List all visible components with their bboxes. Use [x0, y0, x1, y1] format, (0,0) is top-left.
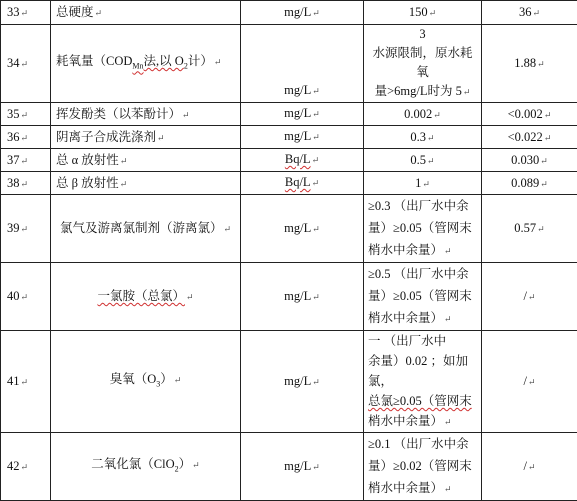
- indicator-name: 二氧化氯（ClO$_2$）↵: [51, 433, 241, 501]
- limit-cell: 3 水源限制，原水耗氧 量>6mg/L时为 5↵: [364, 25, 482, 103]
- measured-value: /↵: [482, 433, 577, 501]
- row-number: 41↵: [1, 331, 51, 433]
- limit-cell: 0.5↵: [364, 149, 482, 172]
- unit-cell: mg/L↵: [241, 433, 364, 501]
- row-number: 36↵: [1, 126, 51, 149]
- table-row: [1, 1, 577, 25]
- unit-cell: mg/L↵: [241, 263, 364, 331]
- limit-cell: 150↵: [364, 1, 482, 25]
- unit-cell: mg/L↵: [241, 1, 364, 25]
- unit-cell: mg/L↵: [241, 25, 364, 103]
- row-number: 39↵: [1, 195, 51, 263]
- row-number: 34↵: [1, 25, 51, 103]
- indicator-name: 总 β 放射性↵: [51, 172, 241, 195]
- row-number: 38↵: [1, 172, 51, 195]
- row-number: 42↵: [1, 433, 51, 501]
- indicator-name: 氯气及游离氯制剂（游离氯）↵: [51, 195, 241, 263]
- indicator-name: 阴离子合成洗涤剂↵: [51, 126, 241, 149]
- limit-cell: ≥0.3 （出厂水中余 量）≥0.05（管网末 梢水中余量）↵: [364, 195, 482, 263]
- row-number: 40↵: [1, 263, 51, 331]
- unit-cell: mg/L↵: [241, 103, 364, 126]
- measured-value: 36↵: [482, 1, 577, 25]
- table-row: [1, 331, 577, 433]
- table-row: [1, 195, 577, 263]
- measured-value: 0.57↵: [482, 195, 577, 263]
- table-row: [1, 172, 577, 195]
- unit-cell: Bq/L↵: [241, 149, 364, 172]
- measured-value: /↵: [482, 331, 577, 433]
- indicator-name: 总 α 放射性↵: [51, 149, 241, 172]
- indicator-name: 臭氧$(O_3)↵$: [51, 331, 241, 433]
- indicator-name: 总硬度↵: [51, 1, 241, 25]
- measured-value: <0.002↵: [482, 103, 577, 126]
- table-row: [1, 25, 577, 103]
- unit-cell: mg/L↵: [241, 126, 364, 149]
- unit-cell: Bq/L↵: [241, 172, 364, 195]
- unit-cell: mg/L↵: [241, 195, 364, 263]
- measured-value: 1.88↵: [482, 25, 577, 103]
- row-number: 33↵: [1, 1, 51, 25]
- unit-cell: mg/L↵: [241, 331, 364, 433]
- measured-value: 0.030↵: [482, 149, 577, 172]
- limit-cell: 0.002↵: [364, 103, 482, 126]
- indicator-name: 挥发酚类（以苯酚计）↵: [51, 103, 241, 126]
- table-row: [1, 433, 577, 501]
- limit-cell: ≥0.5 （出厂水中余 量）≥0.05（管网末 梢水中余量）↵: [364, 263, 482, 331]
- measured-value: 0.089↵: [482, 172, 577, 195]
- measured-value: <0.022↵: [482, 126, 577, 149]
- table-row: [1, 126, 577, 149]
- limit-cell: 1↵: [364, 172, 482, 195]
- row-number: 37↵: [1, 149, 51, 172]
- table-row: [1, 103, 577, 126]
- table-row: [1, 149, 577, 172]
- table-row: [1, 263, 577, 331]
- row-number: 35↵: [1, 103, 51, 126]
- measured-value: /↵: [482, 263, 577, 331]
- indicator-name: 耗氧量（$COD_{Mn}$法,以 $O_2$计）↵: [51, 25, 241, 103]
- limit-cell: ≥0.1 （出厂水中余 量）≥0.02（管网末 梢水中余量）↵: [364, 433, 482, 501]
- indicator-name: 一氯胺（总氯）↵: [51, 263, 241, 331]
- limit-cell: 一 （出厂水中 余量）0.02 ；如加氯， 总氯≥0.05（管网末 梢水中余量）↵: [364, 331, 482, 433]
- limit-cell: 0.3↵: [364, 126, 482, 149]
